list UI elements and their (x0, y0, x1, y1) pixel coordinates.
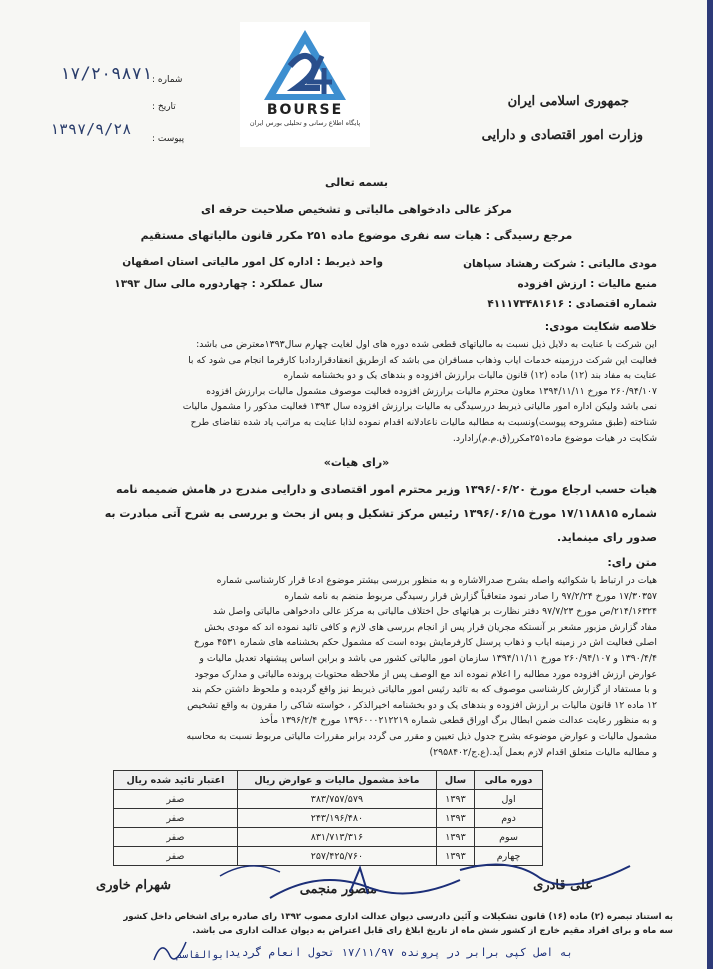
verdict-line: عوارض ارزش افزوده مورد مطالبه را اعلام نموده اند مع الوصف پس از ملاحظه محتویات پرونده مالیاتی و مدارک موجود (194, 668, 657, 680)
table-cell: ۳۸۳/۷۵۷/۵۷۹ (237, 790, 436, 809)
complaint-body (57, 337, 657, 446)
table-header-cell: سال (436, 771, 474, 790)
complaint-line: عنایت به مفاد بند (۱۲) ماده (۱۲) قانون مالیات برارزش افزوده و بندهای یک و دو بخشنامه شماره (283, 370, 657, 382)
verdict-heading: متن رای: (607, 556, 657, 569)
table-cell: دوم (475, 809, 543, 828)
table-cell: صفر (114, 809, 238, 828)
table-cell: صفر (114, 847, 238, 866)
board-line: هیات حسب ارجاع مورخ ۱۳۹۶/۰۶/۲۰ وزیر محترم امور اقتصادی و دارایی مندرج در هامش ضمیمه نامه (115, 483, 657, 496)
board-body (57, 478, 657, 550)
tax-table (113, 770, 543, 866)
bourse-logo (240, 22, 370, 147)
table-row (114, 790, 543, 809)
complaint-line: شناخته (طبق مشروحه پیوست)ونسبت به مطالبه مالیات ناعادلانه اقدام نموده لذابا عنایت به مراتب یاد شده تقاضای طرح (190, 416, 657, 428)
footer-legal-2: سه ماه و برای افراد مقیم خارج از کشور شش ماه از تاریخ ابلاغ رای قابل اعتراض به دیوان عدالت اداری می باشد. (192, 926, 673, 936)
table-cell: ۱۳۹۳ (436, 809, 474, 828)
table-header-cell: دوره مالی (475, 771, 543, 790)
complaint-line: این شرکت با عنایت به دلایل ذیل نسبت به مالیاتهای قطعی شده دوره های اول لغایت چهارم سال۱۳۹۳معترض می باشد: (196, 339, 657, 350)
table-cell: چهارم (475, 847, 543, 866)
table-row (114, 828, 543, 847)
reference-title: مرجع رسیدگی : هیات سه نفری موضوع ماده ۲۵۱ مکرر قانون مالیاتهای مستقیم (140, 229, 573, 242)
complaint-heading: خلاصه شکایت مودی: (544, 320, 657, 333)
verdict-line: ۱۲ ماده ۱۲ قانون مالیات بر ارزش افزوده و بندهای یک و دو بخشنامه اخیرالذکر ، خواسته شاکی را مقرون به واقع تشخیص (187, 699, 657, 711)
verdict-line: ۲۱۴/۱۶۳۲۴/ص مورخ ۹۷/۷/۲۳ دفتر نظارت بر هیاتهای حل اختلاف مالیاتی به مرکز عالی دادخواهی مالیاتی واصل شد (212, 606, 657, 618)
signature-name-1: علی قادری (533, 878, 593, 893)
ministry-title: وزارت امور اقتصادی و دارایی (481, 128, 643, 143)
verdict-line: هیات در ارتباط با شکوائیه واصله بشرح صدرالاشاره و به منظور بررسی بیشتر موضوع ادعا قرار کارشناسی شماره (216, 575, 657, 586)
letter-number-label: شماره : (152, 75, 183, 85)
letter-number-value: ۱۷/۲۰۹۸۷۱ (60, 64, 153, 84)
complaint-line: فعالیت این شرکت درزمینه خدمات ایاب وذهاب مسافران می باشد که ازطریق انعقادقراردادبا کارفرما انجام می شود که با (188, 354, 657, 366)
verdict-body (57, 573, 657, 760)
table-header-cell: اعتبار تائید شده ریال (114, 771, 238, 790)
source-line: منبع مالیات : ارزش افزوده (517, 278, 657, 290)
verdict-line: ۱۳۹۰/۴/۴ و ۲۶۰/۹۴/۱۰۷ مورخ ۱۳۹۴/۱۱/۱۱ سازمان امور مالیاتی کشور می باشد و براین اساس پیشنهاد تعدیل مالیات و (199, 652, 657, 664)
table-cell: صفر (114, 790, 238, 809)
handwritten-note: به اصل کپی برابر در پرونده ۱۷/۱۱/۹۷ تحول انعام گردید (228, 946, 573, 959)
opinion-heading: «رای هیات» (323, 456, 390, 469)
bourse-24-icon (260, 26, 350, 104)
complaint-line: ۲۶۰/۹۴/۱۰۷ مورخ ۱۳۹۴/۱۱/۱۱ معاون محترم مالیات برارزش افزوده فعالیت موصوف مشمول مالیات برارزش افزوده (206, 385, 657, 397)
table-cell: ۱۳۹۳ (436, 847, 474, 866)
signature-scribbles (210, 858, 650, 904)
table-header-cell: ماخذ مشمول مالیات و عوارض ریال (237, 771, 436, 790)
letter-attachment-label: پیوست : (152, 134, 185, 144)
edge-bar (707, 0, 713, 969)
verdict-line: اصلی فعالیت اش در زمینه ایاب و ذهاب پرسنل کارفرمایش بوده است که مشمول حکم بخشنامه های شماره ۴۵۳۱ مورخ (193, 637, 657, 649)
unit-line: واحد ذیربط : اداره کل امور مالیاتی استان اصفهان (122, 256, 383, 268)
bourse-tagline: پایگاه اطلاع رسانی و تحلیلی بورس ایران (249, 119, 361, 127)
table-cell: ۲۵۷/۴۲۵/۷۶۰ (237, 847, 436, 866)
verdict-line: ۱۷/۳۰۳۵۷ مورخ ۹۷/۲/۲۴ را صادر نمود متعاقباً گزارش قرار رسیدگی مربوط منضم به نامه شماره (284, 590, 657, 602)
economic-code-line: شماره اقتصادی : ۴۱۱۱۷۳۴۸۱۶۱۶ (487, 298, 657, 310)
initial-scribble (150, 936, 190, 966)
table-row (114, 809, 543, 828)
footer-legal-1: به استناد تبصره (۲) ماده (۱۶) قانون تشکیلات و آئین دادرسی دیوان عدالت اداری مصوب ۱۳۹۲ رای صادره برای اشخاص داخل کشور (123, 912, 673, 922)
board-line: صدور رای مینماید. (557, 531, 657, 544)
board-line: شماره ۱۷/۱۱۸۸۱۵ مورخ ۱۳۹۶/۰۶/۱۵ رئیس مرکز تشکیل و پس از بحث و بررسی به شرح آتی مبادرت به (104, 507, 657, 520)
complaint-line: نمی باشد ولیکن اداره امور مالیاتی ذیربط دررسیدگی به مالیات برارزش افزوده سال ۱۳۹۳ فعالیت مذکور را مشمول مالیات (182, 401, 657, 413)
verdict-line: و با مستفاد از گزارش کارشناسی موصوف که به تائید رئیس امور مالیاتی ذیربط نیز واقع گردیده و ملحوظ داشتن حکم بند (191, 684, 657, 696)
center-title: مرکز عالی دادخواهی مالیاتی و تشخیص صلاحیت حرفه ای (201, 203, 512, 216)
table-header-row (114, 771, 543, 790)
signature-name-2: منصور منجمی (299, 882, 377, 897)
taxpayer-line: مودی مالیاتی : شرکت رهشاد سپاهان (463, 258, 657, 270)
bourse-word: BOURSE (266, 102, 344, 118)
basmala: بسمه تعالی (325, 176, 388, 189)
fiscal-year-line: سال عملکرد : چهاردوره مالی سال ۱۳۹۳ (114, 278, 323, 290)
table-cell: اول (475, 790, 543, 809)
verdict-line: مشمول مالیات و عوارض موضوعه بشرح جدول ذیل تعیین و مقرر می گردد برابر مقررات مالیاتی مربوط نسبت به محاسبه (186, 730, 657, 742)
signature-name-3: شهرام خاوری (96, 878, 171, 893)
verdict-line: و به منظور رعایت عدالت ضمن ابطال برگ اوراق قطعی شماره ۱۳۹۶۰۰۰۲۱۲۲۱۹ مورخ ۱۳۹۶/۲/۴ مأخذ (259, 715, 657, 727)
table-cell: ۲۴۳/۱۹۶/۴۸۰ (237, 809, 436, 828)
republic-title: جمهوری اسلامی ایران (507, 94, 629, 109)
complaint-line: شکایت در هیات موضوع ماده۲۵۱مکرر(ق.م.م)رادارد. (452, 432, 657, 444)
table-cell: صفر (114, 828, 238, 847)
table-cell: ۸۳۱/۷۱۳/۳۱۶ (237, 828, 436, 847)
table-cell: ۱۳۹۳ (436, 828, 474, 847)
table-cell: سوم (475, 828, 543, 847)
verdict-line: مفاد گزارش مزبور مشعر بر آنستکه مجریان قرار پس از انجام بررسی های لازم و کافی تائید نموده اند که مودی بخش (204, 621, 657, 633)
letter-date-value: ۱۳۹۷/۹/۲۸ (50, 120, 132, 138)
handwritten-note-2: ابوالقاسم (176, 950, 231, 961)
verdict-line: و مطالبه مالیات متعلق اقدام لازم بعمل آید.(ع.ج/۲۹۵۸۴۰۲) (429, 746, 657, 758)
table-cell: ۱۳۹۳ (436, 790, 474, 809)
letter-date-label: تاریخ : (152, 102, 176, 112)
